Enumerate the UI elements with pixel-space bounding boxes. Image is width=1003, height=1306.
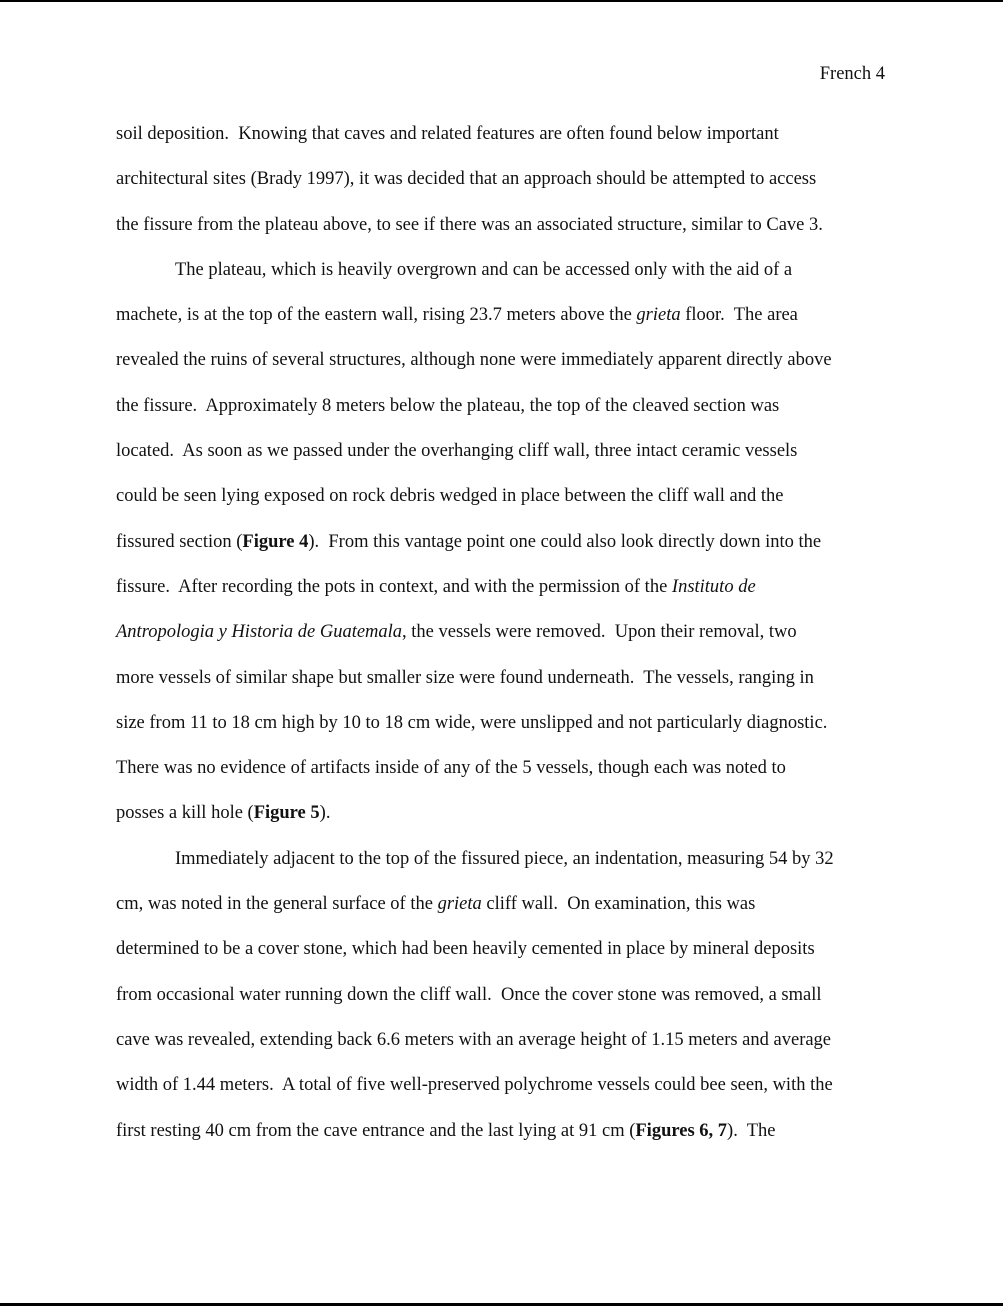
italic-text-segment: Antropologia y Historia de Guatemala <box>116 622 403 643</box>
text-line <box>116 483 896 528</box>
text-line <box>116 302 896 347</box>
running-head: French 4 <box>819 64 885 84</box>
text-line <box>116 936 896 981</box>
text-line <box>116 619 896 664</box>
text-segment: ). <box>319 803 331 824</box>
text-line <box>116 574 896 619</box>
figure-reference: Figures 6, 7 <box>635 1120 728 1141</box>
text-line <box>116 393 896 438</box>
figure-reference: Figure 4 <box>242 531 309 552</box>
text-segment: the fissure from the plateau above, to see if there was an associated structure, similar to Cave 3. <box>116 214 823 235</box>
italic-text-segment: Instituto de <box>671 576 756 597</box>
text-segment: The plateau, which is heavily overgrown and can be accessed only with the aid of a <box>175 259 793 280</box>
text-line <box>116 846 896 891</box>
text-segment: revealed the ruins of several structures, although none were immediately apparent directly above <box>116 350 832 371</box>
text-segment: ). The <box>727 1120 776 1141</box>
text-segment: ). From this vantage point one could also look directly down into the <box>308 531 822 552</box>
text-segment: the fissure. Approximately 8 meters below the plateau, the top of the cleaved section was <box>116 395 780 416</box>
text-line <box>116 121 896 166</box>
text-segment: width of 1.44 meters. A total of five well-preserved polychrome vessels could bee seen, with the <box>116 1075 833 1096</box>
text-segment: machete, is at the top of the eastern wall, rising 23.7 meters above the <box>116 305 637 326</box>
text-line <box>116 212 896 257</box>
text-segment: There was no evidence of artifacts inside of any of the 5 vessels, though each was noted to <box>116 758 786 779</box>
italic-text-segment: grieta <box>437 894 482 915</box>
text-segment: could be seen lying exposed on rock debris wedged in place between the cliff wall and the <box>116 486 784 507</box>
figure-reference: Figure 5 <box>253 803 320 824</box>
text-segment: cave was revealed, extending back 6.6 meters with an average height of 1.15 meters and average <box>116 1029 832 1050</box>
italic-text-segment: grieta <box>636 305 681 326</box>
text-segment: posses a kill hole ( <box>116 803 254 824</box>
text-line <box>116 1072 896 1117</box>
text-line <box>116 891 896 936</box>
text-line <box>116 665 896 710</box>
text-line <box>116 166 896 211</box>
text-segment: floor. The area <box>680 305 798 326</box>
text-segment: cliff wall. On examination, this was <box>481 894 756 915</box>
text-segment: located. As soon as we passed under the overhanging cliff wall, three intact ceramic vessels <box>116 441 798 462</box>
text-segment: size from 11 to 18 cm high by 10 to 18 cm wide, were unslipped and not particularly diagnostic. <box>116 712 828 733</box>
text-segment: first resting 40 cm from the cave entrance and the last lying at 91 cm ( <box>116 1120 636 1141</box>
text-segment: Immediately adjacent to the top of the fissured piece, an indentation, measuring 54 by 32 <box>175 848 834 869</box>
text-line <box>116 438 896 483</box>
text-line <box>116 1027 896 1072</box>
text-segment: from occasional water running down the cliff wall. Once the cover stone was removed, a small <box>116 984 822 1005</box>
text-segment: fissured section ( <box>116 531 243 552</box>
text-segment: fissure. After recording the pots in context, and with the permission of the <box>116 576 672 597</box>
text-segment: determined to be a cover stone, which had been heavily cemented in place by mineral deposits <box>116 939 815 960</box>
text-line <box>116 800 896 845</box>
text-line <box>116 1118 896 1163</box>
text-segment: more vessels of similar shape but smaller size were found underneath. The vessels, ranging in <box>116 667 814 688</box>
text-line <box>116 755 896 800</box>
text-segment: architectural sites (Brady 1997), it was decided that an approach should be attempted to access <box>116 169 817 190</box>
text-line <box>116 257 896 302</box>
text-line <box>116 347 896 392</box>
text-segment: cm, was noted in the general surface of the <box>116 894 438 915</box>
text-line <box>116 710 896 755</box>
text-line <box>116 529 896 574</box>
text-segment: , the vessels were removed. Upon their removal, two <box>402 622 797 643</box>
body-text <box>116 121 896 1163</box>
text-segment: soil deposition. Knowing that caves and related features are often found below important <box>116 124 779 144</box>
text-line <box>116 982 896 1027</box>
